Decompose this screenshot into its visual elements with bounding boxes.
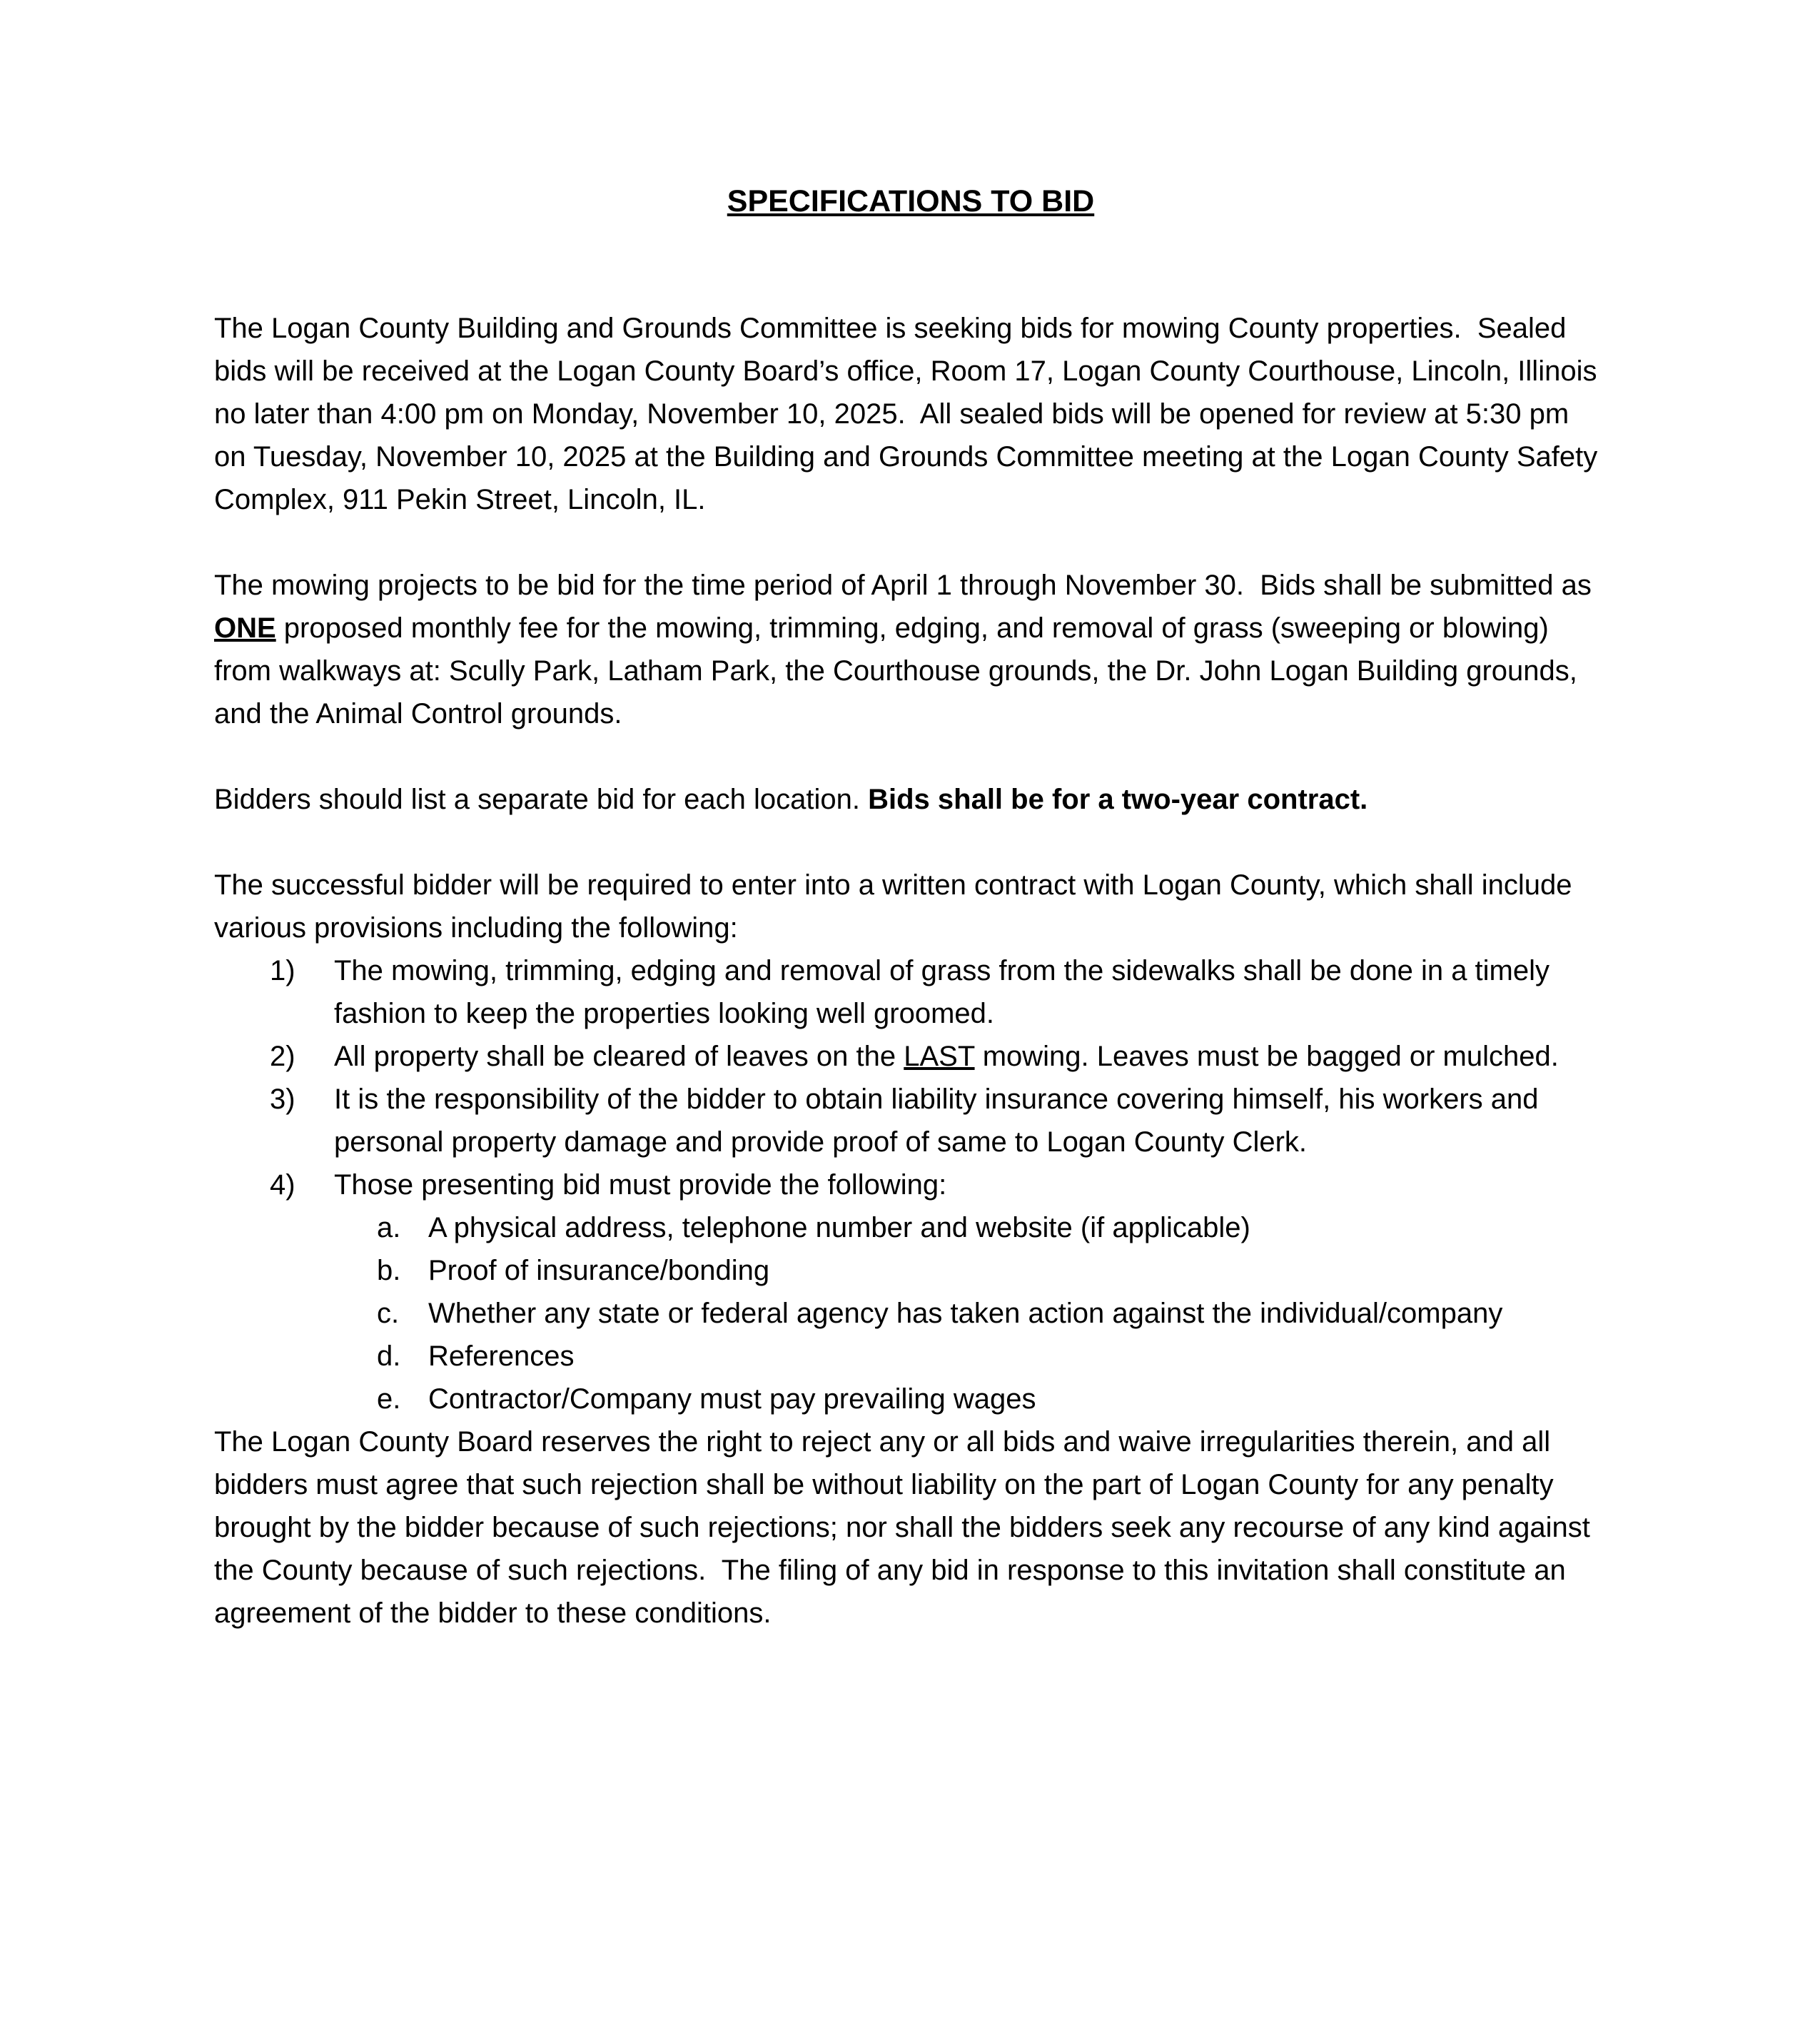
list-item-text: [334, 1035, 1607, 1078]
numbered-list: [214, 949, 1607, 1420]
list-item-text: It is the responsibility of the bidder to obtain liability insurance covering himself, his workers and personal property damage and provide proof of same to Logan County Clerk.: [334, 1084, 1547, 1158]
sublist-item: [214, 1249, 1607, 1292]
list-item: [214, 949, 1607, 1035]
list-item: [214, 1035, 1607, 1078]
paragraph-contract-provisions: The successful bidder will be required to enter into a written contract with Logan County, which shall include various provisions including the following:: [214, 869, 1580, 944]
paragraph-separate-bid: [214, 778, 1607, 821]
text-run: The mowing projects to be bid for the time period of April 1 through November 30. Bids shall be submitted as: [214, 570, 1600, 601]
sublist-item-text: Whether any state or federal agency has taken action against the individual/company: [428, 1298, 1503, 1329]
text-run: All property shall be cleared of leaves on the: [334, 1041, 904, 1072]
sublist-item-letter: e.: [377, 1383, 401, 1415]
sublist-item-letter: b.: [377, 1255, 401, 1286]
sublist-item: [214, 1378, 1607, 1420]
sublist-item-letter: d.: [377, 1340, 401, 1372]
text-run-two-year-contract: Bids shall be for a two-year contract.: [868, 784, 1368, 815]
paragraph-intro: The Logan County Building and Grounds Committee is seeking bids for mowing County properties. Sealed bids will be received at the Logan County Board’s office, Room 17, Logan County Courthouse, Lincoln, Illinois no later than 4:00 pm on Monday, November 10, 2025. All sealed bids will be opened for review at 5:30 pm on Tuesday, November 10, 2025 at the Building and Grounds Committee meeting at the Logan County Safety Complex, 911 Pekin Street, Lincoln, IL.: [214, 313, 1606, 515]
text-run-last-underline: LAST: [904, 1041, 975, 1072]
text-run: Bidders should list a separate bid for each location.: [214, 784, 869, 815]
paragraph-mowing-projects: [214, 564, 1607, 735]
lettered-sublist: [214, 1206, 1607, 1420]
list-item: [214, 1163, 1607, 1206]
sublist-item-text: Contractor/Company must pay prevailing wages: [428, 1383, 1036, 1415]
paragraph-closing: The Logan County Board reserves the right to reject any or all bids and waive irregularities therein, and all bidders must agree that such rejection shall be without liability on the part of Logan County for any penalty brought by the bidder because of such rejections; nor shall the bidders seek any recourse of any kind against the County because of such rejections. The filing of any bid in response to this invitation shall constitute an agreement of the bidder to these conditions.: [214, 1426, 1598, 1629]
text-run: mowing. Leaves must be bagged or mulched.: [974, 1041, 1559, 1072]
list-item: [214, 1078, 1607, 1163]
sublist-item-letter: c.: [377, 1298, 400, 1329]
list-item-text: The mowing, trimming, edging and removal of grass from the sidewalks shall be done in a timely fashion to keep the properties looking well groomed.: [334, 955, 1558, 1029]
list-item-text: Those presenting bid must provide the following:: [334, 1169, 947, 1201]
document-title: SPECIFICATIONS TO BID: [727, 184, 1095, 218]
list-item-number: 3): [270, 1084, 295, 1115]
sublist-item-text: A physical address, telephone number and website (if applicable): [428, 1212, 1250, 1243]
sublist-item: [214, 1335, 1607, 1378]
sublist-item-letter: a.: [377, 1212, 401, 1243]
text-run-one-emphasis: ONE: [214, 612, 276, 644]
sublist-item: [214, 1206, 1607, 1249]
list-item-number: 2): [270, 1041, 295, 1072]
sublist-item-text: References: [428, 1340, 575, 1372]
sublist-item-text: Proof of insurance/bonding: [428, 1255, 770, 1286]
text-run: proposed monthly fee for the mowing, trimming, edging, and removal of grass (sweeping or blowing) from walkways at: Scully Park, Latham Park, the Courthouse grounds, the Dr. John Logan Building grounds, and the Animal Control grounds.: [214, 612, 1586, 729]
list-item-number: 4): [270, 1169, 295, 1201]
list-item-number: 1): [270, 955, 295, 986]
sublist-item: [214, 1292, 1607, 1335]
